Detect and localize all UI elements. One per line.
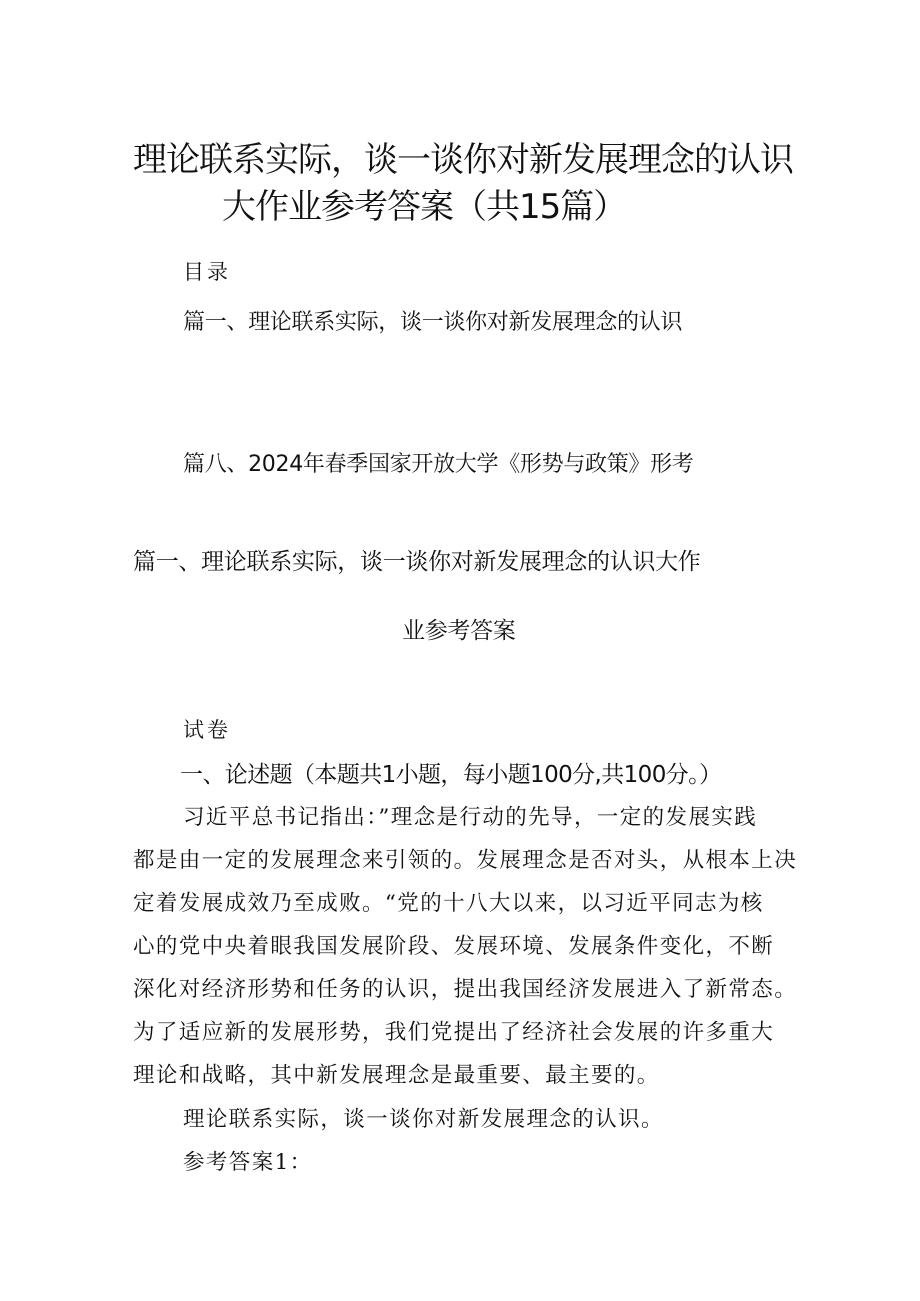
paragraph-line-1: 习近平总书记指出：”理念是行动的先导，一定的发展实践: [183, 805, 758, 830]
question-text: 理论联系实际，谈一谈你对新发展理念的认识。: [183, 1107, 664, 1132]
paragraph-line-2: 都是由一定的发展理念来引领的。发展理念是否对头，从根本上决: [133, 848, 798, 873]
paragraph-line-7: 理论和战略，其中新发展理念是最重要、最主要的。: [133, 1063, 660, 1088]
paragraph-line-3: 定着发展成效乃至成败。“党的十八大以来，以习近平同志为核: [133, 891, 764, 916]
answer-label: 参考答案1：: [183, 1150, 313, 1175]
toc-label: 目录: [183, 260, 231, 284]
toc-item-1: 篇一、理论联系实际，谈一谈你对新发展理念的认识: [183, 310, 683, 335]
paragraph-line-6: 为了适应新的发展形势，我们党提出了经济社会发展的许多重大: [133, 1020, 775, 1045]
chapter-heading-line-1: 篇一、理论联系实际，谈一谈你对新发展理念的认识大作: [133, 549, 701, 575]
document-title-line-1: 理论联系实际，谈一谈你对新发展理念的认识: [133, 140, 793, 180]
chapter-heading-line-2: 业参考答案: [402, 618, 516, 644]
paragraph-line-4: 心的党中央着眼我国发展阶段、发展环境、发展条件变化，不断: [133, 934, 775, 959]
exam-label: 试卷: [183, 718, 231, 742]
toc-item-8: 篇八、2024年春季国家开放大学《形势与政策》形考: [183, 452, 694, 477]
paragraph-line-5: 深化对经济形势和任务的认识，提出我国经济发展进入了新常态。: [133, 977, 798, 1002]
section-heading: 一、论述题（本题共1小题，每小题100分,共100分。）: [180, 762, 722, 788]
document-title-line-2: 大作业参考答案（共15篇）: [222, 187, 627, 227]
